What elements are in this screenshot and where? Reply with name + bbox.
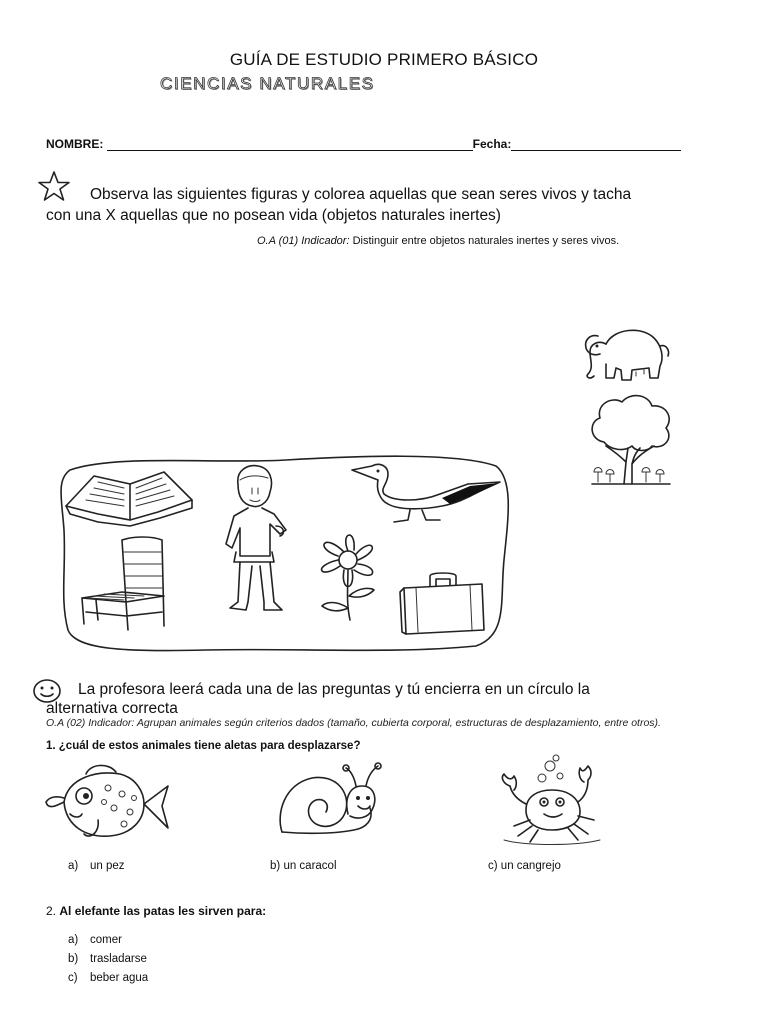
activity1-objective bbox=[257, 235, 619, 247]
flower-picture[interactable] bbox=[300, 526, 394, 622]
question2-option-c[interactable] bbox=[68, 972, 148, 984]
tree-picture[interactable] bbox=[584, 392, 676, 492]
crab-picture[interactable] bbox=[496, 754, 608, 850]
snail-picture[interactable] bbox=[274, 762, 384, 846]
activity1-instruction-line1: Observa las siguientes figuras y colorea aquellas que sean seres vivos y tacha bbox=[90, 186, 632, 203]
boy-picture[interactable] bbox=[212, 462, 298, 622]
question2-text: Al elefante las patas les sirven para: bbox=[59, 904, 267, 918]
name-label: NOMBRE: bbox=[46, 137, 104, 151]
question1-text: 1. ¿cuál de estos animales tiene aletas para desplazarse? bbox=[46, 740, 361, 752]
option-label: un cangrejo bbox=[500, 860, 561, 872]
question1-option-a[interactable] bbox=[68, 860, 125, 872]
option-letter: a) bbox=[68, 934, 79, 946]
option-label: trasladarse bbox=[90, 953, 147, 965]
book-picture[interactable] bbox=[64, 470, 196, 526]
question1-option-c[interactable] bbox=[488, 860, 561, 872]
option-label: un caracol bbox=[283, 860, 337, 872]
activity2-objective-code: O.A (02) Indicador: bbox=[46, 717, 135, 729]
subject-title: CIENCIAS NATURALES bbox=[160, 74, 375, 93]
name-date-line bbox=[46, 137, 681, 151]
elephant-picture[interactable] bbox=[576, 318, 676, 388]
activity2-instruction-line2: alternativa correcta bbox=[46, 700, 178, 717]
question2-number: 2. bbox=[46, 904, 57, 918]
activity2-instruction-line1: La profesora leerá cada una de las preguntas y tú encierra en un círculo la bbox=[78, 681, 590, 698]
activity1-instruction-line2: con una X aquellas que no posean vida (objetos naturales inertes) bbox=[46, 207, 501, 224]
question1-option-b[interactable] bbox=[270, 860, 337, 872]
option-letter: c) bbox=[68, 972, 78, 984]
activity2-objective bbox=[46, 717, 726, 730]
date-label: Fecha: bbox=[472, 137, 512, 151]
chair-picture[interactable] bbox=[74, 536, 174, 636]
option-letter: c) bbox=[488, 860, 498, 872]
activity2-objective-text: Agrupan animales según criterios dados (tamaño, cubierta corporal, estructuras de desplazamiento, entre otros). bbox=[134, 717, 661, 729]
activity1-objective-text: Distinguir entre objetos naturales inertes y seres vivos. bbox=[349, 235, 620, 247]
option-label: comer bbox=[90, 934, 122, 946]
question2 bbox=[46, 904, 266, 918]
star-icon bbox=[36, 170, 72, 202]
name-field[interactable] bbox=[107, 139, 473, 151]
fish-picture[interactable] bbox=[44, 762, 172, 848]
question2-option-a[interactable] bbox=[68, 934, 122, 946]
option-letter: b) bbox=[270, 860, 281, 872]
question2-option-b[interactable] bbox=[68, 953, 147, 965]
option-letter: b) bbox=[68, 953, 79, 965]
suitcase-picture[interactable] bbox=[400, 570, 486, 636]
option-label: un pez bbox=[90, 860, 125, 872]
option-letter: a) bbox=[68, 860, 79, 872]
bird-picture[interactable] bbox=[350, 458, 502, 524]
page-title: GUÍA DE ESTUDIO PRIMERO BÁSICO bbox=[229, 50, 539, 69]
date-field[interactable] bbox=[511, 139, 681, 151]
activity1-objective-code: O.A (01) Indicador: bbox=[257, 235, 350, 247]
option-label: beber agua bbox=[90, 972, 149, 984]
